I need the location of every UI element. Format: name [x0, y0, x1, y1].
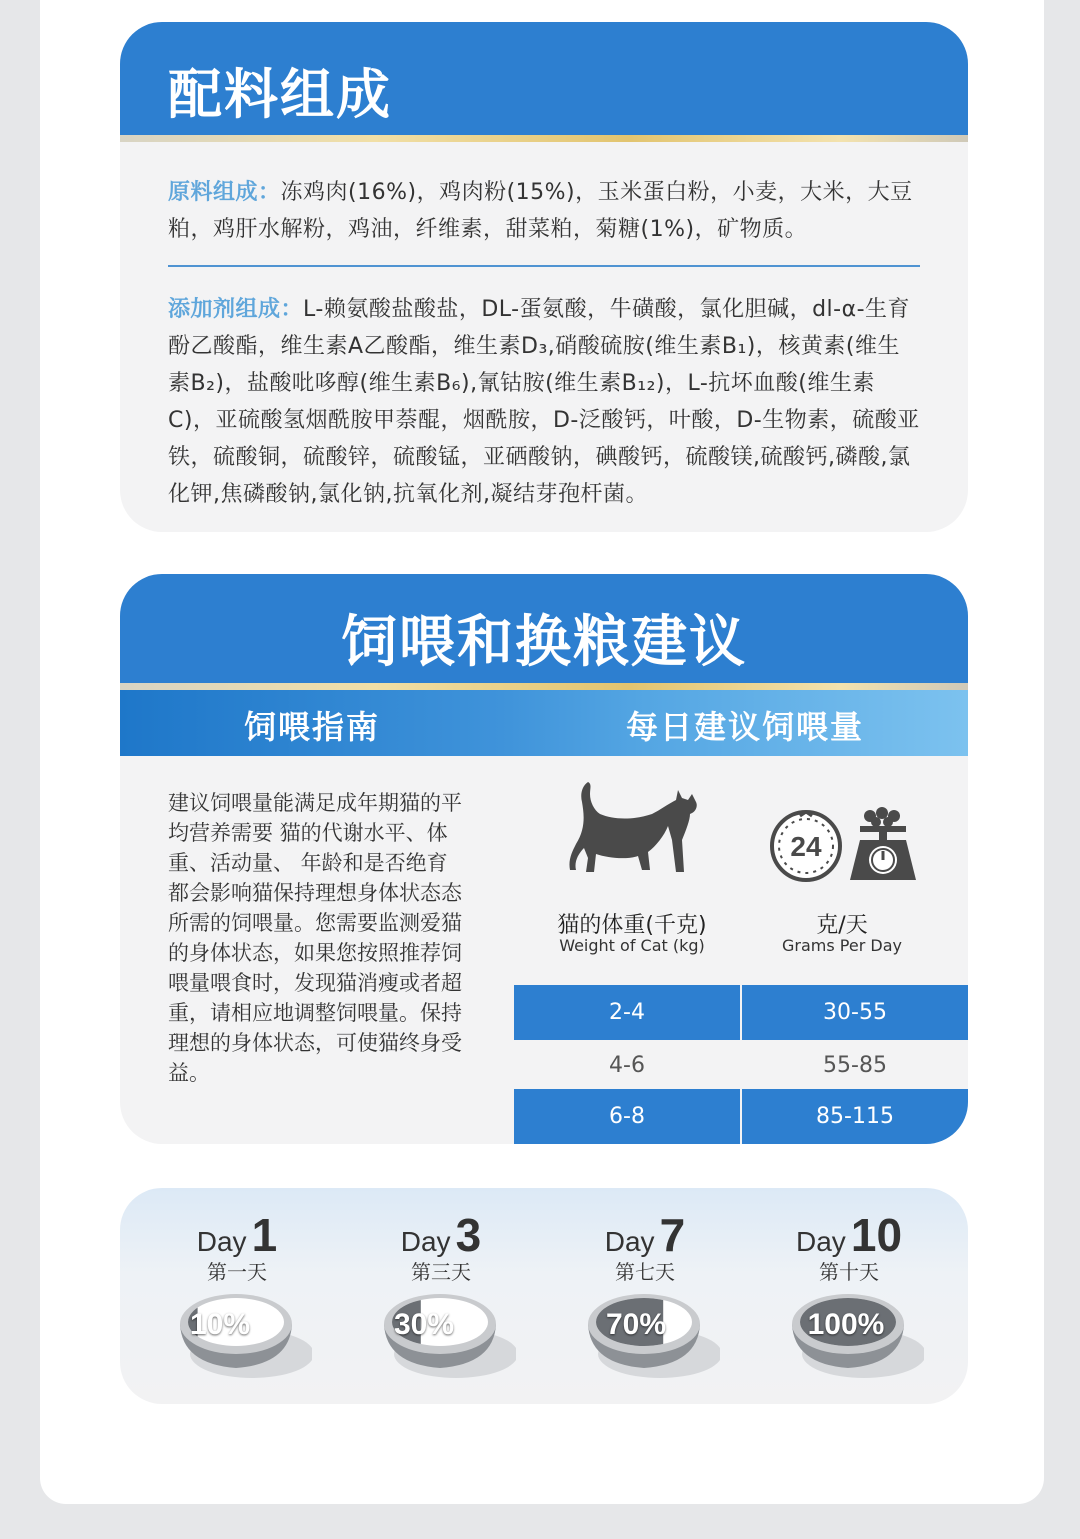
additives-label: 添加剂组成： — [168, 297, 304, 322]
day-number: 3 — [455, 1209, 482, 1261]
feeding-title: 饲喂和换粮建议 — [341, 610, 747, 675]
table-row — [514, 1038, 968, 1093]
weight-column-label: 猫的体重(千克) — [557, 913, 707, 938]
food-scale-icon — [848, 806, 918, 882]
raw-ingredients-paragraph — [168, 174, 920, 248]
feeding-card — [120, 574, 968, 1144]
table-row — [514, 985, 968, 1040]
ingredients-card — [120, 22, 968, 532]
ingredients-title: 配料组成 — [168, 63, 392, 126]
raw-ingredients-text: 冻鸡肉(16%)，鸡肉粉(15%)，玉米蛋白粉，小麦，大米，大豆粕，鸡肝水解粉，鸡油，纤维素，甜菜粕，菊糖(1%)，矿物质。 — [168, 180, 913, 242]
day-label-zh: 第一天 — [207, 1260, 267, 1284]
table-row — [514, 1089, 968, 1144]
weight-cell: 4-6 — [609, 1053, 645, 1078]
weight-column-label-en: Weight of Cat (kg) — [559, 936, 705, 955]
bowl-percent: 10% — [189, 1308, 251, 1341]
day-number: 10 — [850, 1209, 903, 1261]
day-number: 7 — [659, 1209, 686, 1261]
day-label: Day — [604, 1226, 655, 1257]
grams-column-label-en: Grams Per Day — [782, 936, 902, 955]
transition-step — [774, 1208, 924, 1285]
clock-number: 24 — [790, 831, 822, 862]
gold-divider — [120, 683, 968, 690]
transition-card — [120, 1188, 968, 1404]
grams-cell: 85-115 — [742, 1089, 968, 1144]
day-label: Day — [196, 1226, 247, 1257]
cat-icon — [564, 780, 700, 880]
transition-step — [162, 1208, 312, 1285]
day-number: 1 — [251, 1209, 278, 1261]
section-divider — [168, 265, 920, 267]
grams-cell: 55-85 — [823, 1053, 887, 1078]
day-label-zh: 第十天 — [819, 1260, 879, 1284]
guide-heading: 饲喂指南 — [244, 708, 381, 746]
day-label-zh: 第三天 — [411, 1260, 471, 1284]
additives-text: L-赖氨酸盐酸盐，DL-蛋氨酸，牛磺酸，氯化胆碱，dl-α-生育酚乙酸酯，维生素A乙酸酯，维生素D₃,硝酸硫胺(维生素B₁)，核黄素(维生素B₂)，盐酸吡哆醇(维生素B₆),氰钴胺(维生素B₁₂)，L-抗坏血酸(维生素C)，亚硫酸氢烟酰胺甲萘醌，烟酰胺，D-泛酸钙，叶酸，D-生物素，硫酸亚铁，硫酸铜，硫酸锌，硫酸锰，亚硒酸钠，碘酸钙，硫酸镁,硫酸钙,磷酸,氯化钾,焦磷酸钠,氯化钠,抗氧化剂,凝结芽孢杆菌。 — [168, 297, 920, 507]
grams-column-label: 克/天 — [816, 913, 868, 938]
additives-paragraph — [168, 291, 920, 513]
day-label: Day — [400, 1226, 451, 1257]
weight-cell: 6-8 — [514, 1089, 740, 1144]
transition-step — [366, 1208, 516, 1285]
feeding-guide-text: 建议饲喂量能满足成年期猫的平均营养需要 猫的代谢水平、体重、活动量、 年龄和是否绝育都会影响猫保持理想身体状态态所需的饲喂量。您需要监测爱猫的身体状态，如果您按照推荐饲喂量喂食时，发现猫消瘦或者超重，请相应地调整饲喂量。保持理想的身体状态，可使猫终身受益。 — [168, 791, 462, 1085]
bowl-percent: 100% — [807, 1308, 885, 1341]
raw-ingredients-label: 原料组成： — [168, 180, 281, 205]
clock-24-icon — [768, 808, 844, 884]
day-label-zh: 第七天 — [615, 1260, 675, 1284]
bowl-percent: 30% — [393, 1308, 455, 1341]
feeding-subheader — [120, 690, 968, 756]
weight-cell: 2-4 — [514, 985, 740, 1040]
daily-amount-heading: 每日建议饲喂量 — [626, 708, 865, 746]
day-label: Day — [795, 1226, 846, 1257]
gold-divider — [120, 135, 968, 142]
bowl-percent: 70% — [605, 1308, 667, 1341]
transition-step — [570, 1208, 720, 1285]
grams-cell: 30-55 — [742, 985, 968, 1040]
